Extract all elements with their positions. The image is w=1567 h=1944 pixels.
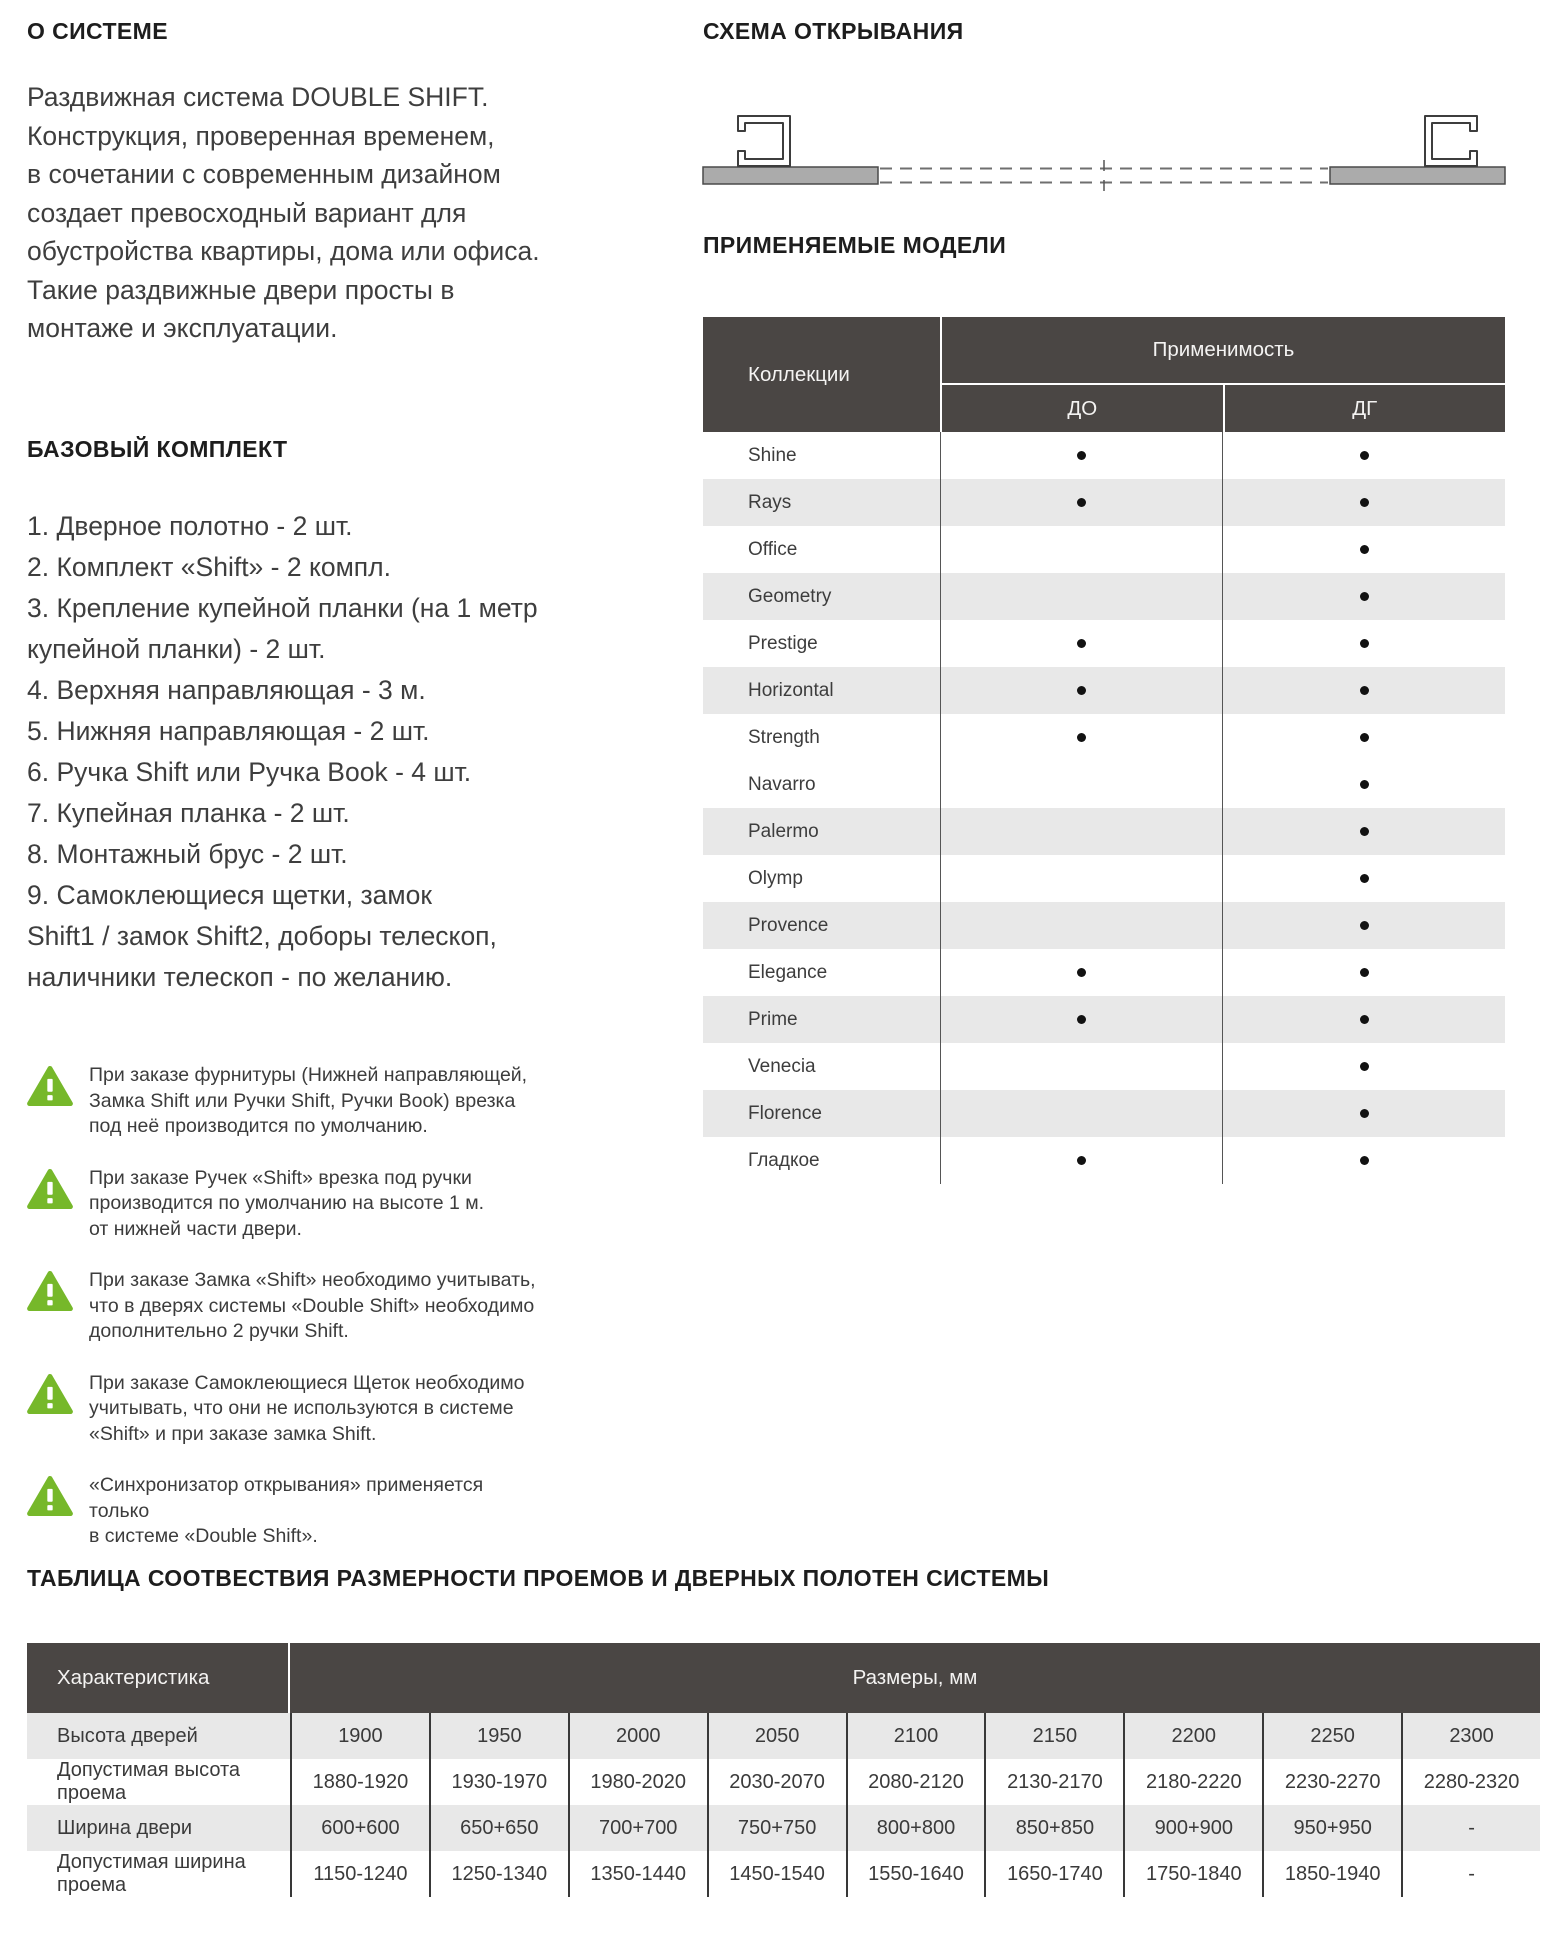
model-name: Elegance — [748, 961, 828, 983]
size-row-label: Допустимая ширина проема — [57, 1851, 246, 1896]
model-do-cell — [940, 855, 1223, 902]
paragraph-line: Конструкция, проверенная временем, — [27, 120, 495, 151]
warning-note — [27, 1371, 547, 1448]
applicability-dot-do — [1077, 639, 1086, 648]
applicability-dot-dg — [1360, 1062, 1369, 1071]
kit-item — [27, 711, 567, 752]
size-row-label: Высота дверей — [57, 1724, 198, 1747]
applicability-dot-dg — [1360, 733, 1369, 742]
model-row — [703, 1137, 1505, 1184]
applicability-dot-dg — [1360, 545, 1369, 554]
sizes-table-body — [27, 1713, 1540, 1897]
sizes-header-sizes: Размеры, мм — [290, 1643, 1540, 1713]
model-row — [703, 808, 1505, 855]
size-value-cell: 2000 — [568, 1713, 707, 1759]
kit-item-line: 6. Ручка Shift или Ручка Book - 4 шт. — [27, 757, 472, 787]
kit-item-line: купейной планки) - 2 шт. — [27, 634, 326, 664]
size-value-cell: 1900 — [290, 1713, 429, 1759]
applicability-dot-do — [1077, 733, 1086, 742]
sizes-title: ТАБЛИЦА СООТВЕСТВИЯ РАЗМЕРНОСТИ ПРОЕМОВ И ДВЕРНЫХ ПОЛОТЕН СИСТЕМЫ — [27, 1565, 1050, 1591]
size-value-cell: 600+600 — [290, 1805, 429, 1851]
applicability-dot-dg — [1360, 639, 1369, 648]
warning-text — [89, 1473, 547, 1550]
kit-item-line: 3. Крепление купейной планки (на 1 метр — [27, 593, 538, 623]
size-value-cell: 1650-1740 — [984, 1851, 1123, 1897]
kit-item-line: 8. Монтажный брус - 2 шт. — [27, 839, 348, 869]
model-dg-cell — [1223, 1043, 1505, 1090]
kit-item — [27, 547, 567, 588]
warning-text-line: «Синхронизатор открывания» применяется только — [89, 1474, 484, 1522]
paragraph-line: обустройства квартиры, дома или офиса. — [27, 236, 540, 266]
model-dg-cell — [1223, 996, 1505, 1043]
warning-text-line: в системе «Double Shift». — [89, 1525, 318, 1547]
warning-icon-box — [27, 1166, 89, 1215]
kit-item — [27, 588, 567, 670]
models-header-collections: Коллекции — [703, 317, 940, 432]
applicability-dot-dg — [1360, 1109, 1369, 1118]
model-row — [703, 949, 1505, 996]
warning-text-line: от нижней части двери. — [89, 1217, 302, 1240]
model-row — [703, 620, 1505, 667]
scheme-title: СХЕМА ОТКРЫВАНИЯ — [703, 18, 964, 44]
size-value-cell: 1950 — [429, 1713, 568, 1759]
model-dg-cell — [1223, 1090, 1505, 1137]
model-row — [703, 996, 1505, 1043]
model-dg-cell — [1223, 855, 1505, 902]
applicability-dot-dg — [1360, 686, 1369, 695]
warning-text-line: что в дверях системы «Double Shift» необходимо — [89, 1294, 535, 1317]
model-do-cell — [940, 949, 1223, 996]
size-value-cell: 2250 — [1262, 1713, 1401, 1759]
model-row — [703, 1043, 1505, 1090]
warning-text-line: При заказе Самоклеющиеся Щеток необходимо — [89, 1371, 525, 1394]
paragraph-line: создает превосходный вариант для — [27, 197, 467, 228]
model-row — [703, 479, 1505, 526]
model-name: Shine — [748, 444, 797, 466]
kit-item — [27, 793, 567, 834]
applicability-dot-dg — [1360, 780, 1369, 789]
warning-icon-box — [27, 1063, 89, 1112]
kit-item — [27, 875, 567, 998]
frame-profile-left-icon — [738, 116, 790, 166]
model-do-cell — [940, 1043, 1223, 1090]
warning-text-line: производится по умолчанию на высоте 1 м. — [89, 1192, 485, 1214]
size-value-cell: 2030-2070 — [707, 1759, 846, 1805]
kit-item — [27, 834, 567, 875]
model-dg-cell — [1223, 1137, 1505, 1184]
size-value-cell: 2100 — [846, 1713, 985, 1759]
kit-item — [27, 752, 567, 793]
size-value-cell: 850+850 — [984, 1805, 1123, 1851]
warning-text-line: Замка Shift или Ручки Shift, Ручки Book) врезка — [89, 1089, 516, 1112]
size-row-label: Ширина двери — [57, 1816, 193, 1839]
model-name: Venecia — [748, 1055, 816, 1077]
model-do-cell — [940, 573, 1223, 620]
size-value-cell: 1450-1540 — [707, 1851, 846, 1897]
model-do-cell — [940, 761, 1223, 808]
warning-text-line: учитывать, что они не используются в системе — [89, 1397, 514, 1419]
door-panel-right — [1330, 167, 1505, 184]
warning-triangle-icon — [27, 1168, 73, 1210]
size-value-cell: 2130-2170 — [984, 1759, 1123, 1805]
size-value-cell: 2150 — [984, 1713, 1123, 1759]
applicability-dot-do — [1077, 1015, 1086, 1024]
kit-item-line: 1. Дверное полотно - 2 шт. — [27, 511, 353, 541]
warning-text-line: под неё производится по умолчанию. — [89, 1115, 428, 1137]
size-value-cell: 650+650 — [429, 1805, 568, 1851]
size-value-cell: - — [1401, 1805, 1540, 1851]
size-row — [27, 1713, 1540, 1759]
model-do-cell — [940, 902, 1223, 949]
model-do-cell — [940, 479, 1223, 526]
size-value-cell: 2080-2120 — [846, 1759, 985, 1805]
model-name: Palermo — [748, 820, 819, 842]
size-value-cell: 1550-1640 — [846, 1851, 985, 1897]
applicability-dot-dg — [1360, 1156, 1369, 1165]
model-do-cell — [940, 620, 1223, 667]
size-value-cell: 1250-1340 — [429, 1851, 568, 1897]
model-dg-cell — [1223, 573, 1505, 620]
warning-note — [27, 1166, 547, 1243]
warning-icon-box — [27, 1268, 89, 1317]
warning-text-line: При заказе Ручек «Shift» врезка под ручки — [89, 1166, 472, 1189]
size-value-cell: - — [1401, 1851, 1540, 1897]
model-dg-cell — [1223, 526, 1505, 573]
size-value-cell: 2050 — [707, 1713, 846, 1759]
size-row-label: Допустимая высота проема — [57, 1759, 241, 1804]
model-dg-cell — [1223, 620, 1505, 667]
size-value-cell: 2180-2220 — [1123, 1759, 1262, 1805]
size-value-cell: 2280-2320 — [1401, 1759, 1540, 1805]
applicability-dot-dg — [1360, 827, 1369, 836]
size-value-cell: 2200 — [1123, 1713, 1262, 1759]
kit-item-line: 9. Самоклеющиеся щетки, замок — [27, 880, 432, 910]
applicability-dot-do — [1077, 968, 1086, 977]
applicability-dot-do — [1077, 1156, 1086, 1165]
applicability-dot-dg — [1360, 592, 1369, 601]
model-do-cell — [940, 667, 1223, 714]
model-dg-cell — [1223, 761, 1505, 808]
warning-icon-box — [27, 1473, 89, 1522]
sizes-table-header — [27, 1643, 1540, 1713]
model-dg-cell — [1223, 949, 1505, 996]
model-row — [703, 667, 1505, 714]
sizes-table — [27, 1643, 1540, 1897]
model-do-cell — [940, 714, 1223, 761]
warning-note — [27, 1473, 547, 1550]
models-title: ПРИМЕНЯЕМЫЕ МОДЕЛИ — [703, 232, 1007, 258]
size-row — [27, 1851, 1540, 1897]
warning-text — [89, 1371, 524, 1448]
applicability-dot-dg — [1360, 1015, 1369, 1024]
model-name: Provence — [748, 914, 829, 936]
frame-profile-right-icon — [1425, 116, 1477, 166]
applicability-dot-dg — [1360, 968, 1369, 977]
paragraph-line: монтаже и эксплуатации. — [27, 313, 338, 343]
models-header-dg: ДГ — [1225, 385, 1506, 432]
model-dg-cell — [1223, 714, 1505, 761]
size-value-cell: 700+700 — [568, 1805, 707, 1851]
warning-triangle-icon — [27, 1270, 73, 1312]
warning-text — [89, 1166, 484, 1243]
model-row — [703, 432, 1505, 479]
warning-triangle-icon — [27, 1065, 73, 1107]
model-row — [703, 902, 1505, 949]
model-name: Olymp — [748, 867, 803, 889]
about-paragraph — [27, 78, 547, 348]
model-name: Prime — [748, 1008, 798, 1030]
size-value-cell: 800+800 — [846, 1805, 985, 1851]
size-value-cell: 900+900 — [1123, 1805, 1262, 1851]
model-dg-cell — [1223, 479, 1505, 526]
warning-text — [89, 1268, 536, 1345]
warning-text-line: «Shift» и при заказе замка Shift. — [89, 1422, 377, 1445]
warning-text-line: При заказе фурнитуры (Нижней направляющей, — [89, 1064, 528, 1086]
model-name: Horizontal — [748, 679, 834, 701]
opening-scheme-diagram — [700, 100, 1510, 200]
warning-text — [89, 1063, 527, 1140]
model-name: Гладкое — [748, 1149, 820, 1171]
warning-text-line: При заказе Замка «Shift» необходимо учитывать, — [89, 1269, 536, 1291]
model-dg-cell — [1223, 808, 1505, 855]
size-row — [27, 1759, 1540, 1805]
kit-item — [27, 506, 567, 547]
model-do-cell — [940, 432, 1223, 479]
size-value-cell: 1930-1970 — [429, 1759, 568, 1805]
warning-text-line: дополнительно 2 ручки Shift. — [89, 1320, 349, 1342]
model-dg-cell — [1223, 432, 1505, 479]
models-header-applicability: Применимость — [942, 317, 1505, 383]
size-value-cell: 2230-2270 — [1262, 1759, 1401, 1805]
model-row — [703, 526, 1505, 573]
model-row — [703, 714, 1505, 761]
warnings-list — [27, 1063, 547, 1576]
warning-triangle-icon — [27, 1373, 73, 1415]
model-dg-cell — [1223, 902, 1505, 949]
model-row — [703, 573, 1505, 620]
applicability-dot-dg — [1360, 921, 1369, 930]
model-do-cell — [940, 996, 1223, 1043]
paragraph-line: Такие раздвижные двери просты в — [27, 274, 455, 305]
kit-item-line: 7. Купейная планка - 2 шт. — [27, 798, 350, 828]
kit-item-line: Shift1 / замок Shift2, доборы телескоп, — [27, 921, 497, 951]
applicability-dot-dg — [1360, 498, 1369, 507]
model-do-cell — [940, 526, 1223, 573]
size-value-cell: 2300 — [1401, 1713, 1540, 1759]
size-value-cell: 1150-1240 — [290, 1851, 429, 1897]
size-value-cell: 1880-1920 — [290, 1759, 429, 1805]
applicability-dot-do — [1077, 451, 1086, 460]
applicability-dot-do — [1077, 686, 1086, 695]
size-value-cell: 1850-1940 — [1262, 1851, 1401, 1897]
size-value-cell: 1980-2020 — [568, 1759, 707, 1805]
kit-item — [27, 670, 567, 711]
kit-item-line: 4. Верхняя направляющая - 3 м. — [27, 675, 426, 705]
model-row — [703, 1090, 1505, 1137]
model-name: Office — [748, 538, 798, 560]
model-dg-cell — [1223, 667, 1505, 714]
kit-list — [27, 506, 567, 998]
about-title: О СИСТЕМЕ — [27, 18, 168, 44]
kit-item-line: 2. Комплект «Shift» - 2 компл. — [27, 552, 391, 582]
warning-note — [27, 1063, 547, 1140]
model-name: Rays — [748, 491, 792, 513]
applicability-dot-do — [1077, 498, 1086, 507]
paragraph-line: в сочетании с современным дизайном — [27, 159, 501, 189]
paragraph-line: Раздвижная система DOUBLE SHIFT. — [27, 82, 489, 112]
door-panel-left — [703, 167, 878, 184]
size-value-cell: 1750-1840 — [1123, 1851, 1262, 1897]
model-do-cell — [940, 808, 1223, 855]
model-do-cell — [940, 1090, 1223, 1137]
warning-note — [27, 1268, 547, 1345]
kit-item-line: наличники телескоп - по желанию. — [27, 962, 453, 992]
models-header-do: ДО — [942, 385, 1223, 432]
models-table-body — [703, 432, 1505, 1184]
model-do-cell — [940, 1137, 1223, 1184]
size-row — [27, 1805, 1540, 1851]
model-row — [703, 761, 1505, 808]
size-value-cell: 1350-1440 — [568, 1851, 707, 1897]
warning-icon-box — [27, 1371, 89, 1420]
sizes-header-characteristic: Характеристика — [27, 1643, 288, 1713]
model-name: Strength — [748, 726, 820, 748]
model-row — [703, 855, 1505, 902]
size-value-cell: 750+750 — [707, 1805, 846, 1851]
model-name: Geometry — [748, 585, 832, 607]
models-table — [703, 317, 1505, 1184]
models-table-header — [703, 317, 1505, 432]
size-value-cell: 950+950 — [1262, 1805, 1401, 1851]
model-name: Florence — [748, 1102, 822, 1124]
applicability-dot-dg — [1360, 874, 1369, 883]
kit-title: БАЗОВЫЙ КОМПЛЕКТ — [27, 436, 288, 462]
model-name: Navarro — [748, 773, 816, 795]
model-name: Prestige — [748, 632, 818, 654]
warning-triangle-icon — [27, 1475, 73, 1517]
kit-item-line: 5. Нижняя направляющая - 2 шт. — [27, 716, 430, 746]
applicability-dot-dg — [1360, 451, 1369, 460]
